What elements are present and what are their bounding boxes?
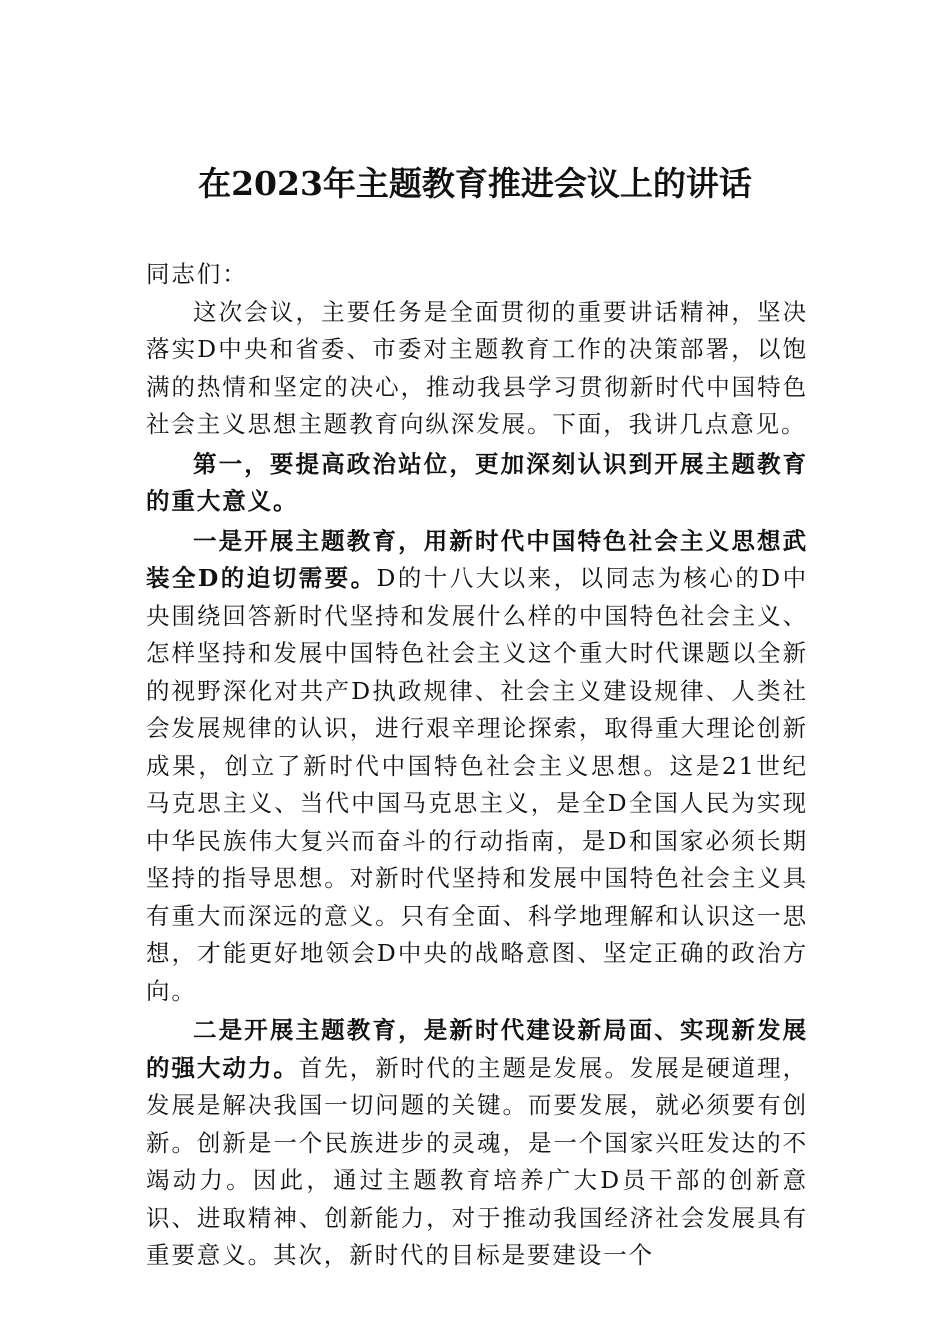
paragraph-1 xyxy=(146,523,808,1011)
paragraph-1-lead: 一是开展主题教育，用新时代中国特色社会主义思想武装全D的迫切需要。 xyxy=(146,526,808,592)
salutation: 同志们： xyxy=(146,260,248,288)
paragraph-1-body: D的十八大以来，以同志为核心的D中央围绕回答新时代坚持和发展什么样的中国特色社会主义、怎样坚持和发展中国特色社会主义这个重大时代课题以全新的视野深化对共产D执政规律、社会主义建设规律、人类社会发展规律的认识，进行艰辛理论探索，取得重大理论创新成果，创立了新时代中国特色社会主义思想。这是21世纪马克思主义、当代中国马克思主义，是全D全国人民为实现中华民族伟大复兴而奋斗的行动指南，是D和国家必须长期坚持的指导思想。对新时代坚持和发展中国特色社会主义具有重大而深远的意义。只有全面、科学地理解和认识这一思想，才能更好地领会D中央的战略意图、坚定正确的政治方向。 xyxy=(146,564,808,1005)
paragraph-2-lead: 二是开展主题教育，是新时代建设新局面、实现新发展的强大动力。 xyxy=(146,1016,808,1082)
document-body xyxy=(146,256,808,1275)
document-title: 在2023年主题教育推进会议上的讲话 xyxy=(198,164,752,203)
intro-paragraph: 这次会议，主要任务是全面贯彻的重要讲话精神，坚决落实D中央和省委、市委对主题教育工作的决策部署，以饱满的热情和坚定的决心，推动我县学习贯彻新时代中国特色社会主义思想主题教育向纵深发展。下面，我讲几点意见。 xyxy=(146,297,808,438)
section-heading-1: 第一，要提高政治站位，更加深刻认识到开展主题教育的重大意义。 xyxy=(146,449,808,515)
paragraph-2 xyxy=(146,1012,808,1275)
paragraph-2-body: 首先，新时代的主题是发展。发展是硬道理，发展是解决我国一切问题的关键。而要发展，就必须要有创新。创新是一个民族进步的灵魂，是一个国家兴旺发达的不竭动力。因此，通过主题教育培养广大D员干部的创新意识、进取精神、创新能力，对于推动我国经济社会发展具有重要意义。其次，新时代的目标是要建设一个 xyxy=(146,1053,809,1269)
